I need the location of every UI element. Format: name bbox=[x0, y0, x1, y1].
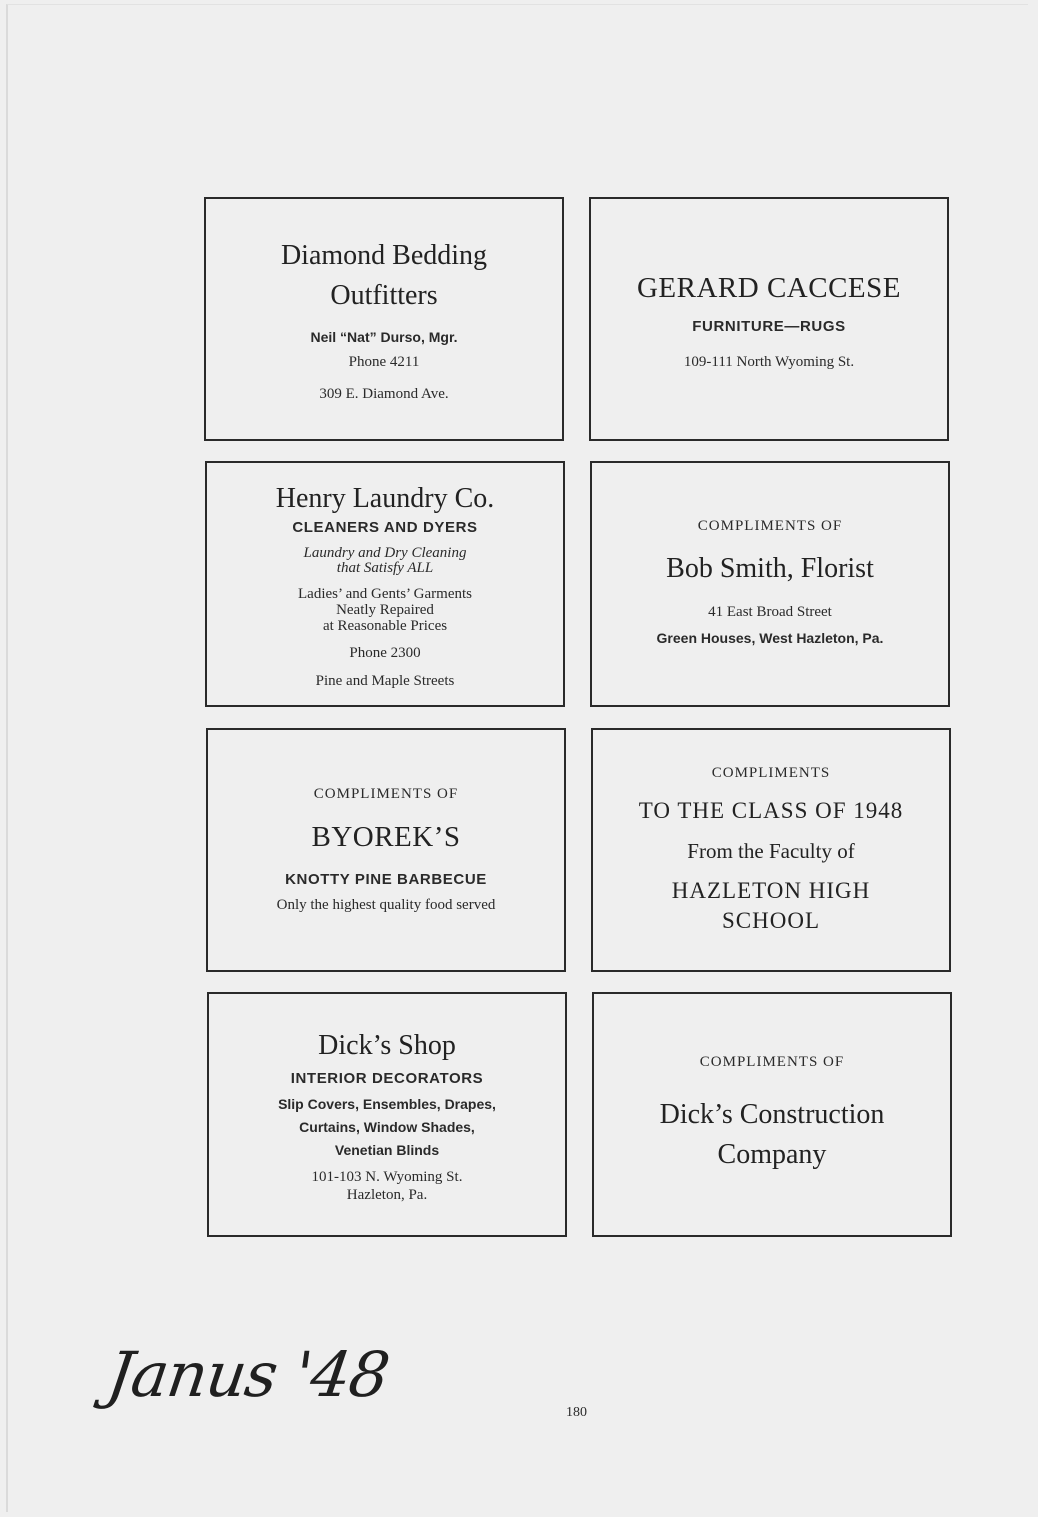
janus-signature: Janus '48 bbox=[102, 1338, 394, 1411]
ad-school-line: HAZLETON HIGH bbox=[671, 877, 871, 903]
ad-tagline: Only the highest quality food served bbox=[276, 897, 496, 913]
ad-manager: Neil “Nat” Durso, Mgr. bbox=[310, 328, 458, 345]
ad-subtitle: FURNITURE—RUGS bbox=[692, 317, 846, 335]
ad-dicks-shop bbox=[207, 992, 567, 1237]
ad-name: Henry Laundry Co. bbox=[275, 482, 495, 514]
ad-subtitle: KNOTTY PINE BARBECUE bbox=[285, 871, 487, 888]
ad-faculty-compliments bbox=[591, 728, 951, 972]
ad-subtitle: INTERIOR DECORATORS bbox=[290, 1069, 484, 1087]
ad-gerard-caccese bbox=[589, 197, 949, 441]
ad-phone: Phone 4211 bbox=[348, 353, 420, 370]
ad-description: at Reasonable Prices bbox=[322, 617, 448, 634]
ad-school-line: SCHOOL bbox=[721, 907, 820, 933]
ad-address: 309 E. Diamond Ave. bbox=[319, 385, 449, 402]
ad-subtitle: CLEANERS AND DYERS bbox=[292, 518, 478, 536]
ad-compliments: COMPLIMENTS OF bbox=[699, 1054, 845, 1070]
ad-name: Company bbox=[717, 1139, 827, 1170]
ad-items: Slip Covers, Ensembles, Drapes, bbox=[278, 1095, 496, 1112]
ad-class-line: TO THE CLASS OF 1948 bbox=[638, 797, 904, 823]
ad-items: Venetian Blinds bbox=[334, 1141, 440, 1158]
ad-compliments: COMPLIMENTS OF bbox=[313, 786, 459, 802]
ad-name: GERARD CACCESE bbox=[636, 271, 901, 304]
ad-name: Dick’s Construction bbox=[659, 1099, 885, 1130]
ad-address: Hazleton, Pa. bbox=[346, 1186, 428, 1203]
ad-name: Outfitters bbox=[330, 279, 438, 311]
ad-slogan: Laundry and Dry Cleaning bbox=[303, 544, 467, 561]
ad-dicks-construction bbox=[592, 992, 952, 1237]
ad-henry-laundry bbox=[205, 461, 565, 707]
ad-address: 41 East Broad Street bbox=[708, 604, 832, 620]
ad-diamond-bedding bbox=[204, 197, 564, 441]
ad-phone: Phone 2300 bbox=[349, 644, 421, 661]
page-number: 180 bbox=[566, 1405, 587, 1420]
ad-compliments: COMPLIMENTS OF bbox=[697, 518, 843, 534]
ad-address: Pine and Maple Streets bbox=[315, 672, 455, 689]
ad-name: Diamond Bedding bbox=[280, 239, 488, 271]
ad-description: Neatly Repaired bbox=[336, 601, 434, 618]
ad-description: Ladies’ and Gents’ Garments bbox=[298, 585, 472, 602]
ad-name: BYOREK’S bbox=[311, 821, 461, 853]
ad-faculty-line: From the Faculty of bbox=[687, 838, 855, 863]
ad-name: Dick’s Shop bbox=[318, 1029, 456, 1061]
ad-items: Curtains, Window Shades, bbox=[299, 1118, 475, 1135]
ad-byoreks bbox=[206, 728, 566, 972]
ad-slogan: that Satisfy ALL bbox=[336, 559, 434, 576]
ad-name: Bob Smith, Florist bbox=[666, 553, 874, 584]
ad-compliments: COMPLIMENTS bbox=[711, 764, 831, 781]
ad-address: 101-103 N. Wyoming St. bbox=[311, 1168, 463, 1185]
ad-bob-smith-florist bbox=[590, 461, 950, 707]
ad-address: 109-111 North Wyoming St. bbox=[683, 353, 855, 370]
ad-greenhouses: Green Houses, West Hazleton, Pa. bbox=[656, 630, 884, 646]
